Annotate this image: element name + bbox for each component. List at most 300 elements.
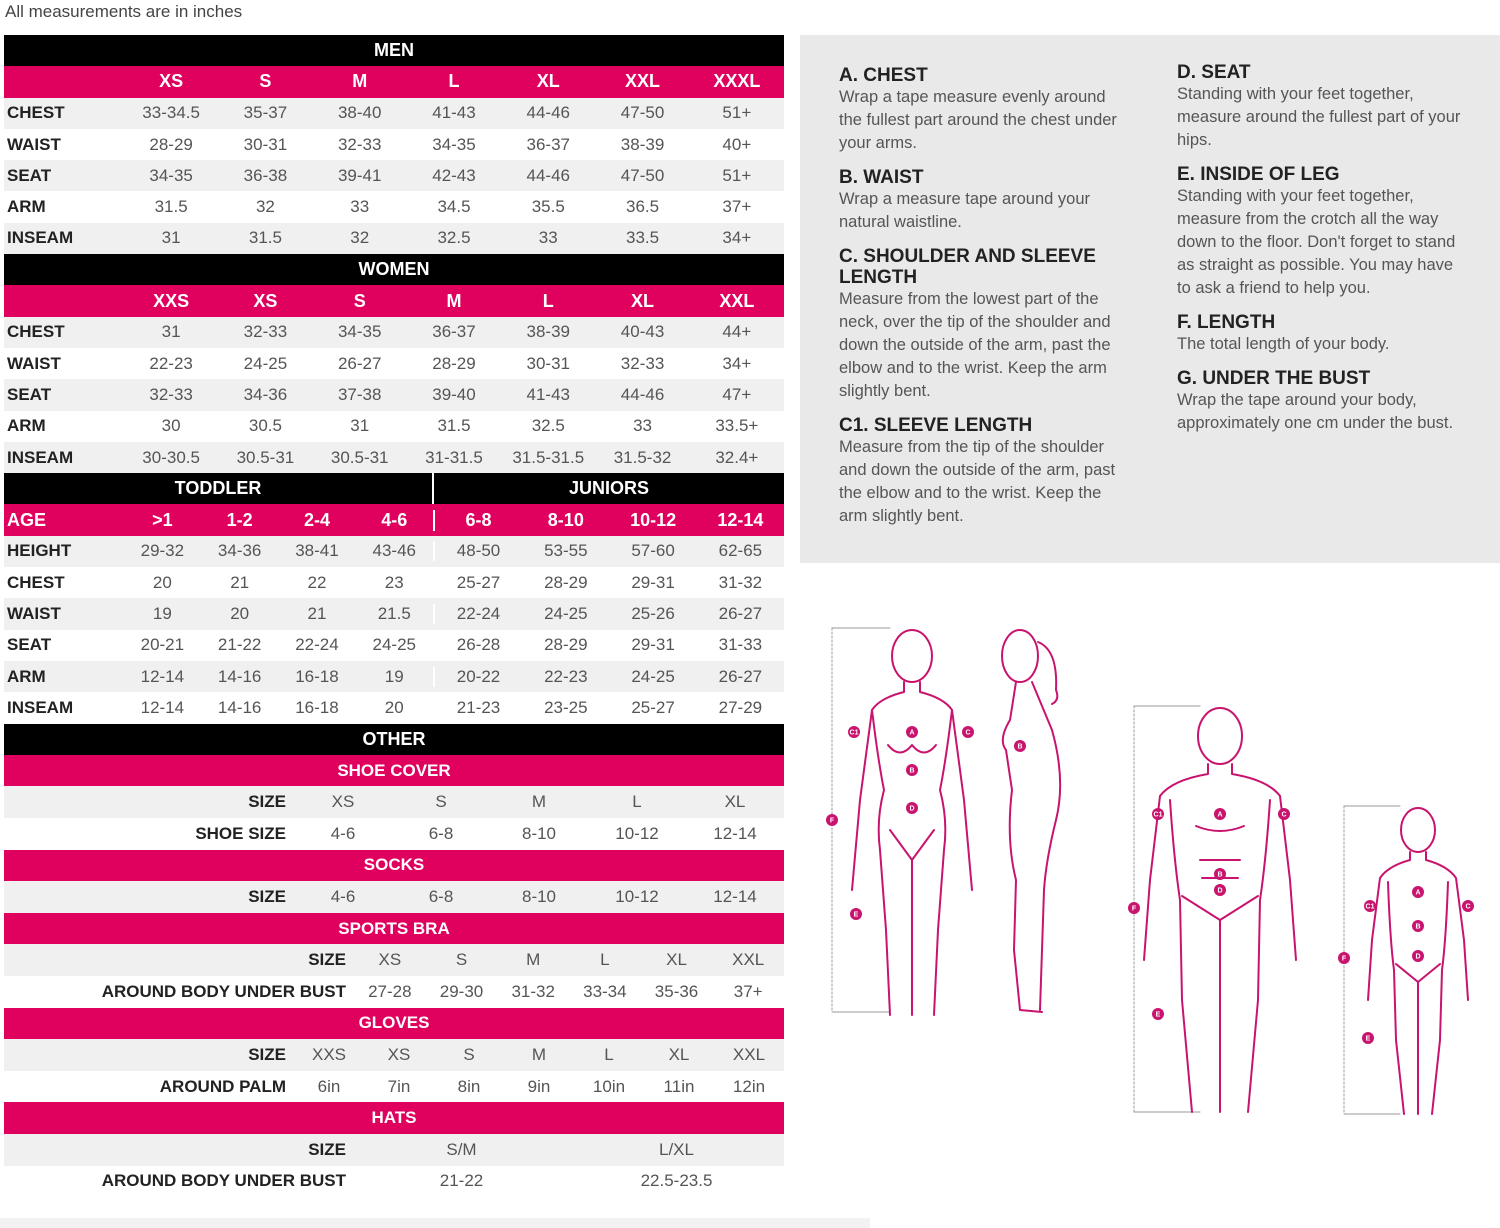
guide-item xyxy=(1177,312,1467,356)
svg-text:B: B xyxy=(1217,871,1223,879)
row-label: CHEST xyxy=(7,572,65,592)
table-cell: 31-32 xyxy=(718,572,763,592)
row-label: SIZE xyxy=(308,950,346,970)
table-cell: 44+ xyxy=(722,322,752,342)
table-cell: 38-39 xyxy=(526,322,570,342)
svg-text:C1: C1 xyxy=(1153,811,1163,819)
body-figures xyxy=(820,620,1500,1120)
guide-item xyxy=(839,167,1129,234)
table-cell: 4-6 xyxy=(330,823,356,843)
table-cell: 24-25 xyxy=(631,666,675,686)
table-cell: 26-27 xyxy=(718,666,763,686)
woman-side-figure xyxy=(1002,630,1060,1012)
table-cell: 26-27 xyxy=(718,603,763,623)
row-label: ARM xyxy=(7,197,46,217)
table-cell: 30-31 xyxy=(243,134,288,154)
table-cell: 34-35 xyxy=(432,134,476,154)
table-cell: M xyxy=(526,950,541,970)
table-cell: 38-41 xyxy=(295,541,339,561)
table-cell: 14-16 xyxy=(217,697,262,717)
size-header: XXS xyxy=(153,290,190,311)
table-cell: S xyxy=(463,1044,475,1064)
table-row xyxy=(4,536,784,567)
table-cell: 44-46 xyxy=(620,384,665,404)
svg-text:E: E xyxy=(853,911,859,919)
other-header: OTHER xyxy=(4,724,784,755)
marker-e xyxy=(1152,1008,1164,1020)
table-cell: 41-43 xyxy=(432,103,476,123)
women-header: WOMEN xyxy=(4,254,784,285)
table-cell: 32 xyxy=(350,228,370,248)
table-row xyxy=(4,223,784,254)
table-cell: 30-30.5 xyxy=(142,447,200,467)
marker-f xyxy=(826,814,838,826)
table-cell: 33.5+ xyxy=(715,416,759,436)
table-cell: 28-29 xyxy=(544,572,588,592)
table-cell: 19 xyxy=(356,667,435,687)
guide-text: Measure from the tip of the shoulder and down the outside of the arm, past the elbow and to the wrist. Keep the arm slightly bent. xyxy=(839,438,1116,525)
sports-bra-size-row xyxy=(4,944,784,976)
table-cell: L xyxy=(604,1044,614,1064)
guide-item xyxy=(1177,62,1467,152)
table-cell: 40-43 xyxy=(620,322,665,342)
shoe-size-row xyxy=(4,818,784,850)
table-cell: 37-38 xyxy=(337,384,382,404)
svg-text:C: C xyxy=(1281,811,1287,819)
table-cell: 31.5 xyxy=(248,228,282,248)
guide-item xyxy=(839,415,1129,528)
row-label: INSEAM xyxy=(7,697,74,717)
table-cell: 36-37 xyxy=(526,134,570,154)
guide-text: The total length of your body. xyxy=(1177,335,1390,353)
marker-a xyxy=(1412,886,1424,898)
table-cell: 12-14 xyxy=(713,823,757,843)
table-row xyxy=(4,411,784,442)
table-cell: 23 xyxy=(356,573,435,593)
table-cell: 36-38 xyxy=(243,165,288,185)
row-label: ARM xyxy=(7,416,46,436)
sports-bra-header: SPORTS BRA xyxy=(4,913,784,945)
size-header: XL xyxy=(631,290,655,311)
table-cell: 48-50 xyxy=(456,541,501,561)
row-label: SIZE xyxy=(248,792,286,812)
table-cell: 47+ xyxy=(722,384,752,404)
age-header: 4-6 xyxy=(356,510,435,531)
table-cell: 31.5-31.5 xyxy=(512,447,585,467)
table-cell: 32-33 xyxy=(337,134,382,154)
row-label: SEAT xyxy=(7,635,52,655)
svg-text:E: E xyxy=(1365,1035,1371,1043)
guide-title: E. INSIDE OF LEG xyxy=(1177,164,1340,185)
table-cell: 11in xyxy=(663,1076,695,1096)
svg-text:F: F xyxy=(1341,955,1347,963)
size-header: XL xyxy=(536,71,560,92)
table-cell: 34-35 xyxy=(337,322,382,342)
table-cell: 33 xyxy=(538,228,558,248)
marker-c xyxy=(1462,900,1474,912)
table-cell: 36-37 xyxy=(432,322,476,342)
svg-text:A: A xyxy=(1415,889,1421,897)
guide-title: G. UNDER THE BUST xyxy=(1177,368,1371,389)
table-cell: 34-36 xyxy=(217,541,262,561)
table-cell: 31-33 xyxy=(718,635,763,655)
guide-title: C. SHOULDER AND SLEEVE LENGTH xyxy=(839,246,1096,288)
table-cell: 30-31 xyxy=(526,353,570,373)
table-cell: 24-25 xyxy=(243,353,288,373)
table-cell: M xyxy=(531,1044,547,1064)
table-cell: 34.5 xyxy=(437,197,471,217)
row-label: ARM xyxy=(7,666,46,686)
table-cell: 44-46 xyxy=(526,165,570,185)
gloves-size-row xyxy=(4,1039,784,1071)
gloves-header: GLOVES xyxy=(4,1008,784,1040)
guide-title: F. LENGTH xyxy=(1177,312,1276,333)
table-cell: 25-27 xyxy=(631,697,675,717)
men-size-row xyxy=(4,66,784,97)
row-label: SHOE SIZE xyxy=(195,823,286,843)
table-cell: S/M xyxy=(446,1139,477,1159)
table-cell: 25-26 xyxy=(631,603,675,623)
table-cell: 36.5 xyxy=(626,197,660,217)
guide-text: Wrap a tape measure evenly around the fullest part around the chest under your arms. xyxy=(839,88,1117,152)
row-label: SIZE xyxy=(308,1139,346,1159)
marker-b xyxy=(1412,920,1424,932)
table-cell: 38-40 xyxy=(337,103,382,123)
marker-e xyxy=(850,908,862,920)
table-cell: XS xyxy=(331,792,355,812)
table-cell: 34-35 xyxy=(149,165,193,185)
age-header: >1 xyxy=(152,509,173,530)
table-cell: 34+ xyxy=(722,228,752,248)
row-label: CHEST xyxy=(7,103,65,123)
socks-header: SOCKS xyxy=(4,850,784,882)
guide-right-column xyxy=(1177,62,1467,447)
table-cell: S xyxy=(435,792,447,812)
table-cell: 22 xyxy=(307,572,327,592)
table-cell: 31 xyxy=(350,416,370,436)
table-cell: 20-22 xyxy=(456,666,501,686)
gloves-palm-row xyxy=(4,1071,784,1103)
table-cell: 37+ xyxy=(722,197,752,217)
guide-item xyxy=(839,65,1129,155)
woman-front-figure xyxy=(829,628,972,1015)
svg-text:F: F xyxy=(829,817,835,825)
table-row xyxy=(4,630,784,661)
table-cell: 53-55 xyxy=(544,541,588,561)
table-cell: 44-46 xyxy=(526,103,570,123)
table-row xyxy=(4,160,784,191)
table-cell: XL xyxy=(666,950,687,970)
table-row xyxy=(4,661,784,692)
shoe-cover-size-row xyxy=(4,786,784,818)
table-cell: 29-31 xyxy=(631,635,675,655)
kids-header xyxy=(4,473,784,504)
table-cell: M xyxy=(531,792,547,812)
table-row xyxy=(4,348,784,379)
table-cell: 33-34.5 xyxy=(142,103,200,123)
table-cell: 32-33 xyxy=(243,322,288,342)
table-cell: 22-23 xyxy=(544,666,588,686)
table-cell: 33-34 xyxy=(583,981,627,1001)
table-cell: 27-29 xyxy=(718,697,763,717)
table-cell: 38-39 xyxy=(620,134,665,154)
marker-e xyxy=(1362,1032,1374,1044)
table-cell: 27-28 xyxy=(368,981,412,1001)
row-label: SIZE xyxy=(248,887,286,906)
table-row xyxy=(4,598,784,629)
table-cell: 32-33 xyxy=(149,384,193,404)
table-cell: 39-41 xyxy=(337,165,382,185)
table-cell: 21-23 xyxy=(456,697,501,717)
table-cell: 22-24 xyxy=(456,603,501,623)
table-cell: 8-10 xyxy=(521,887,557,906)
measurement-note: All measurements are in inches xyxy=(5,2,243,21)
table-cell: 24-25 xyxy=(544,603,588,623)
table-cell: 31.5 xyxy=(437,416,471,436)
table-cell: 6in xyxy=(317,1076,341,1096)
table-row xyxy=(4,692,784,723)
size-header: M xyxy=(352,71,368,92)
table-cell: XL xyxy=(668,1044,690,1064)
table-cell: 21.5 xyxy=(356,604,435,624)
size-chart xyxy=(4,35,784,1197)
svg-text:E: E xyxy=(1155,1011,1161,1019)
age-header: 6-8 xyxy=(465,509,492,530)
table-row xyxy=(4,317,784,348)
table-cell: 32.5 xyxy=(437,228,471,248)
table-cell: 19 xyxy=(152,603,172,623)
table-cell: XXS xyxy=(311,1044,347,1064)
svg-text:B: B xyxy=(1415,923,1421,931)
table-cell: 7in xyxy=(387,1076,411,1096)
row-label: SIZE xyxy=(248,1044,286,1064)
marker-b xyxy=(1014,740,1026,752)
size-header: S xyxy=(259,71,272,92)
table-row xyxy=(4,191,784,222)
table-cell: 51+ xyxy=(722,165,752,185)
table-cell: L/XL xyxy=(659,1139,694,1159)
table-cell: 25-27 xyxy=(456,572,501,592)
size-header: S xyxy=(353,290,366,311)
table-cell: 35.5 xyxy=(531,197,565,217)
table-cell: 28-29 xyxy=(432,353,476,373)
row-label: AROUND PALM xyxy=(159,1076,286,1096)
men-header: MEN xyxy=(4,35,784,66)
table-cell: 10in xyxy=(592,1076,626,1096)
table-cell: 12-14 xyxy=(713,887,757,906)
table-row xyxy=(4,379,784,410)
table-cell: 20 xyxy=(356,698,435,718)
table-cell: 28-29 xyxy=(149,134,193,154)
table-cell: 31-32 xyxy=(511,981,555,1001)
age-label: AGE xyxy=(7,509,47,530)
table-cell: 10-12 xyxy=(615,887,659,906)
table-cell: 21-22 xyxy=(439,1171,484,1191)
table-cell: 31 xyxy=(161,228,181,248)
table-cell: 21-22 xyxy=(217,635,262,655)
svg-text:B: B xyxy=(909,767,915,775)
table-cell: 31-31.5 xyxy=(425,447,483,467)
table-cell: 42-43 xyxy=(432,165,476,185)
table-cell: S xyxy=(455,950,468,970)
age-header: 1-2 xyxy=(226,509,253,530)
table-cell: 21 xyxy=(307,603,327,623)
table-cell: 26-27 xyxy=(337,353,382,373)
table-cell: 29-32 xyxy=(140,541,185,561)
marker-c1 xyxy=(848,726,860,738)
size-header: XS xyxy=(253,290,278,311)
table-cell: 31.5 xyxy=(154,197,188,217)
table-cell: 22-23 xyxy=(149,353,193,373)
marker-c xyxy=(962,726,974,738)
table-cell: L xyxy=(632,792,642,812)
marker-f xyxy=(1338,952,1350,964)
svg-text:D: D xyxy=(1217,887,1223,895)
guide-item xyxy=(1177,368,1467,435)
guide-title: C1. SLEEVE LENGTH xyxy=(839,415,1033,436)
row-label: AROUND BODY UNDER BUST xyxy=(101,1171,346,1191)
svg-text:C1: C1 xyxy=(1365,903,1375,911)
table-cell: 29-31 xyxy=(631,572,675,592)
footer-divider xyxy=(0,1218,870,1228)
man-front-figure xyxy=(1131,706,1296,1112)
row-label: WAIST xyxy=(7,353,61,373)
table-cell: 16-18 xyxy=(295,666,339,686)
table-cell: 57-60 xyxy=(631,541,675,561)
svg-text:A: A xyxy=(1217,811,1223,819)
table-cell: 32.4+ xyxy=(715,447,759,467)
svg-text:B: B xyxy=(1017,743,1023,751)
table-cell: 4-6 xyxy=(330,887,356,906)
age-header: 10-12 xyxy=(630,509,677,530)
table-cell: 20 xyxy=(152,572,172,592)
row-label: SEAT xyxy=(7,384,52,404)
size-header: M xyxy=(446,290,462,311)
table-cell: 28-29 xyxy=(544,635,588,655)
table-cell: 62-65 xyxy=(718,541,763,561)
guide-left-column xyxy=(839,65,1129,540)
table-cell: XS xyxy=(387,1044,411,1064)
table-row xyxy=(4,567,784,598)
table-cell: 41-43 xyxy=(526,384,570,404)
table-cell: 8-10 xyxy=(521,823,557,843)
table-cell: 51+ xyxy=(722,103,752,123)
table-cell: 33 xyxy=(350,197,370,217)
table-cell: 40+ xyxy=(722,134,752,154)
table-cell: 12-14 xyxy=(140,666,185,686)
table-cell: 10-12 xyxy=(615,823,659,843)
table-cell: 12-14 xyxy=(140,697,185,717)
row-label: AROUND BODY UNDER BUST xyxy=(101,981,346,1001)
child-front-figure xyxy=(1341,806,1471,1114)
guide-item xyxy=(1177,164,1467,300)
svg-text:C: C xyxy=(965,729,971,737)
size-header: L xyxy=(542,290,554,311)
svg-text:C: C xyxy=(1465,903,1471,911)
shoe-cover-header: SHOE COVER xyxy=(4,755,784,787)
table-cell: 8in xyxy=(457,1076,481,1096)
sports-bra-bust-row xyxy=(4,976,784,1008)
size-header: XXL xyxy=(719,290,755,311)
table-cell: XXL xyxy=(732,950,765,970)
table-cell: 24-25 xyxy=(356,635,435,655)
table-cell: 30.5-31 xyxy=(236,447,295,467)
table-cell: 33.5 xyxy=(626,228,660,248)
toddler-header: TODDLER xyxy=(4,473,434,504)
table-cell: 37+ xyxy=(733,981,763,1001)
table-cell: 30 xyxy=(161,416,181,436)
row-label: INSEAM xyxy=(7,447,74,467)
table-cell: 35-36 xyxy=(654,981,699,1001)
marker-f xyxy=(1128,902,1140,914)
svg-text:A: A xyxy=(909,729,915,737)
table-cell: 47-50 xyxy=(620,103,665,123)
table-cell: XXL xyxy=(732,1044,766,1064)
age-header: 2-4 xyxy=(303,509,330,530)
table-row xyxy=(4,129,784,160)
age-header: 12-14 xyxy=(717,509,764,530)
table-cell: 30.5-31 xyxy=(330,447,389,467)
table-cell: 34-36 xyxy=(243,384,288,404)
age-row xyxy=(4,504,784,535)
table-cell: 35-37 xyxy=(243,103,288,123)
guide-item xyxy=(839,246,1129,403)
svg-text:F: F xyxy=(1131,905,1137,913)
table-cell: 32.5 xyxy=(531,416,565,436)
table-cell: 6-8 xyxy=(428,823,454,843)
row-label: SEAT xyxy=(7,165,52,185)
marker-b xyxy=(906,764,918,776)
marker-a xyxy=(1214,808,1226,820)
table-cell: 9in xyxy=(527,1076,551,1096)
row-label: INSEAM xyxy=(7,228,74,248)
table-row xyxy=(4,98,784,129)
hats-header: HATS xyxy=(4,1102,784,1134)
guide-text: Wrap a measure tape around your natural waistline. xyxy=(839,190,1091,231)
table-cell: 23-25 xyxy=(544,697,588,717)
size-header: XXXL xyxy=(713,71,761,92)
guide-title: B. WAIST xyxy=(839,167,924,188)
row-label: HEIGHT xyxy=(7,541,72,561)
svg-text:D: D xyxy=(909,805,915,813)
guide-title: D. SEAT xyxy=(1177,62,1251,83)
guide-text: Measure from the lowest part of the neck, over the tip of the shoulder and down the outside of the arm, past the elbow and to the wrist. Keep the arm slightly bent. xyxy=(839,290,1111,400)
table-cell: 32-33 xyxy=(620,353,665,373)
marker-d xyxy=(1214,884,1226,896)
hats-size-row xyxy=(4,1134,784,1166)
table-cell: 21 xyxy=(230,572,250,592)
age-header: 8-10 xyxy=(547,509,584,530)
juniors-header: JUNIORS xyxy=(434,473,784,504)
table-cell: 47-50 xyxy=(620,165,665,185)
svg-text:D: D xyxy=(1415,953,1421,961)
table-cell: 29-30 xyxy=(439,981,484,1001)
table-cell: 30.5 xyxy=(248,416,282,436)
table-cell: 22-24 xyxy=(295,635,339,655)
row-label: CHEST xyxy=(7,322,65,342)
table-cell: 16-18 xyxy=(295,697,339,717)
table-cell: XS xyxy=(378,950,402,970)
size-header: XS xyxy=(159,71,184,92)
table-cell: 32 xyxy=(255,197,275,217)
row-label: WAIST xyxy=(7,603,61,623)
table-cell: 43-46 xyxy=(356,541,435,561)
table-cell: XL xyxy=(724,792,746,812)
marker-c1 xyxy=(1152,808,1164,820)
svg-text:C1: C1 xyxy=(849,729,859,737)
table-cell: 22.5-23.5 xyxy=(640,1171,713,1191)
table-cell: 20 xyxy=(230,603,250,623)
